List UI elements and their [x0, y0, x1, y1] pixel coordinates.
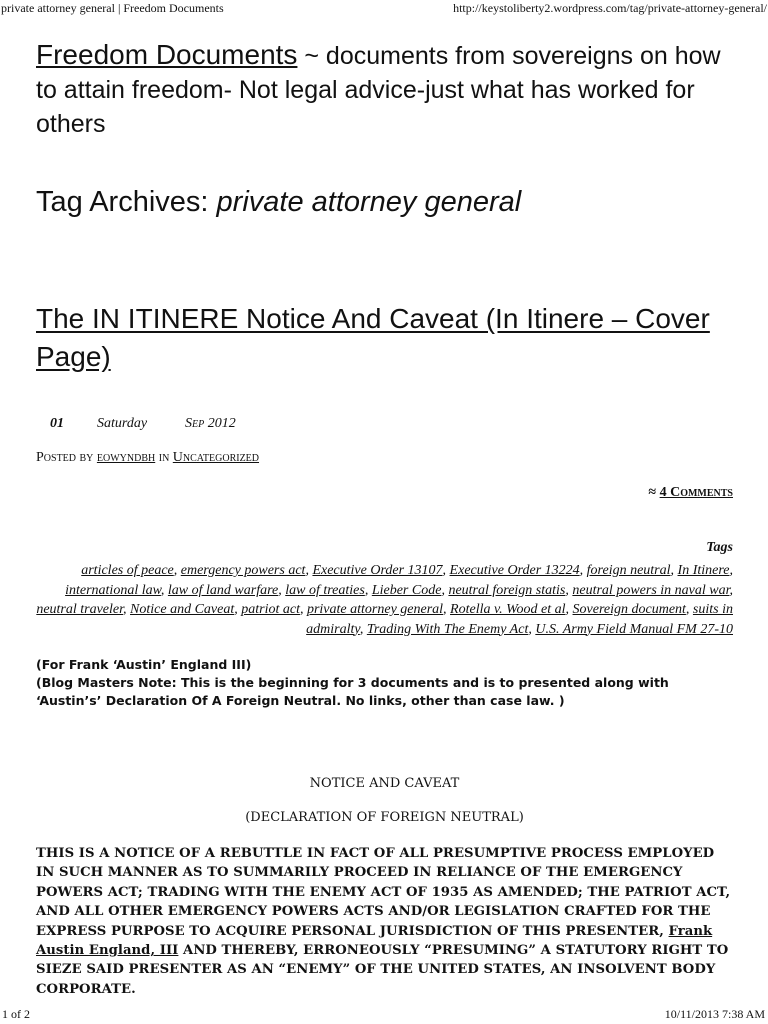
para-end: AND THEREBY, ERRONEOUSLY “PRESUMING” A STATUTORY RIGHT TO SIEZE SAID PRESENTER AS AN “ENEMY” OF THE UNITED STATES, AN INSOLVENT BODY CORPORATE.	[36, 943, 729, 997]
date-weekday: Saturday	[97, 416, 148, 431]
site-header	[36, 38, 733, 141]
tag-link[interactable]: articles of peace	[81, 563, 174, 578]
tag-link[interactable]: neutral powers in naval war	[572, 582, 730, 598]
byline	[36, 450, 259, 466]
print-timestamp: 10/11/2013 7:38 AM	[664, 1007, 765, 1021]
tag-link[interactable]: In Itinere	[677, 563, 730, 578]
tag-link[interactable]: patriot act	[241, 602, 300, 617]
tag-link[interactable]: neutral foreign statis	[448, 582, 566, 598]
tag-link[interactable]: neutral traveler	[36, 602, 124, 617]
page-number: 1 of 2	[2, 1007, 30, 1021]
author-link[interactable]: eowyndbh	[96, 450, 156, 465]
posted-by-label: Posted by	[36, 450, 97, 465]
tag-link[interactable]: Executive Order 13107	[312, 563, 443, 578]
site-tagline: ~ documents from sovereigns on how to attain freedom- Not legal advice-just what has worked for others	[36, 42, 721, 138]
print-header-title: private attorney general | Freedom Documents	[1, 1, 224, 15]
tag-link[interactable]: suits in admiralty	[306, 602, 733, 637]
site-title-link[interactable]: Freedom Documents	[36, 39, 298, 70]
for-line: (For Frank ‘Austin’ England III)	[36, 657, 252, 672]
tag-link[interactable]: Rotella v. Wood et al	[450, 602, 566, 617]
tag-link[interactable]: private attorney general	[306, 602, 444, 617]
tag-link[interactable]: international law	[65, 582, 161, 598]
tag-link[interactable]: law of land warfare	[167, 582, 279, 598]
tag-link[interactable]: Executive Order 13224	[449, 563, 580, 578]
para-start: THIS IS A NOTICE OF A REBUTTLE IN FACT OF ALL PRESUMPTIVE PROCESS EMPLOYED IN SUCH MANNER AS TO SUMMARILY PROCEED IN RELIANCE OF THE EMERGENCY POWERS ACT; TRADING WITH THE ENEMY ACT OF 1935 AS AMENDED; THE PATRIOT ACT, AND ALL OTHER EMERGENCY POWERS ACTS AND/OR LEGISLATION CRAFTED FOR THE EXPRESS PURPOSE TO ACQUIRE PERSONAL JURISDICTION OF THIS PRESENTER,	[36, 846, 731, 939]
tag-link[interactable]: U.S. Army Field Manual FM 27-10	[535, 621, 733, 637]
tag-link[interactable]: foreign neutral	[586, 563, 671, 578]
post-title	[36, 300, 733, 376]
print-header-url: http://keystoliberty2.wordpress.com/tag/private-attorney-general/	[453, 1, 767, 15]
tags-list: articles of peace, emergency powers act, Executive Order 13107, Executive Order 13224, foreign neutral, In Itinere, international law, law of land warfare, law of treaties, Lieber Code, neutral foreign statis, neutral powers in naval war, neutral traveler, Notice and Caveat, patriot act, private attorney general, Rotella v. Wood et al, Sovereign document, suits in admiralty, Trading With The Enemy Act, U.S. Army Field Manual FM 27-10	[36, 563, 733, 637]
archive-title	[36, 186, 521, 219]
comments-link[interactable]: 4 Comments	[659, 485, 733, 500]
tag-link[interactable]: Lieber Code	[371, 582, 442, 598]
tag-link[interactable]: Sovereign document	[572, 602, 686, 617]
in-label: in	[155, 450, 173, 465]
category-link[interactable]: Uncategorized	[172, 450, 260, 465]
tag-link[interactable]: emergency powers act	[180, 563, 306, 578]
post-intro	[36, 656, 733, 710]
date-month-year: Sep 2012	[185, 416, 236, 431]
tag-link[interactable]: law of treaties	[285, 582, 365, 598]
print-header	[1, 1, 767, 16]
presenter-name: Frank Austin England, III	[36, 923, 713, 959]
note-line: (Blog Masters Note: This is the beginning for 3 documents and is to presented along with ‘Austin’s’ Declaration Of A Foreign Neutral. No links, other than case law. )	[36, 675, 669, 708]
heading-notice: NOTICE AND CAVEAT	[309, 776, 460, 791]
tags-heading: Tags	[706, 540, 733, 555]
post-date	[50, 416, 236, 432]
notice-paragraph	[36, 844, 733, 999]
tag-link[interactable]: Notice and Caveat	[130, 602, 235, 617]
archive-prefix: Tag Archives:	[36, 186, 217, 218]
tag-link[interactable]: Trading With The Enemy Act	[366, 621, 529, 637]
post-title-link[interactable]: The IN ITINERE Notice And Caveat (In Itinere – Cover Page)	[36, 303, 710, 372]
heading-declaration: (DECLARATION OF FOREIGN NEUTRAL)	[245, 810, 524, 825]
print-footer	[2, 1007, 765, 1022]
page-content	[36, 38, 733, 997]
comments	[648, 485, 733, 501]
date-day: 01	[50, 416, 64, 431]
archive-tag: private attorney general	[216, 186, 522, 218]
comments-icon: ≈	[648, 485, 660, 500]
